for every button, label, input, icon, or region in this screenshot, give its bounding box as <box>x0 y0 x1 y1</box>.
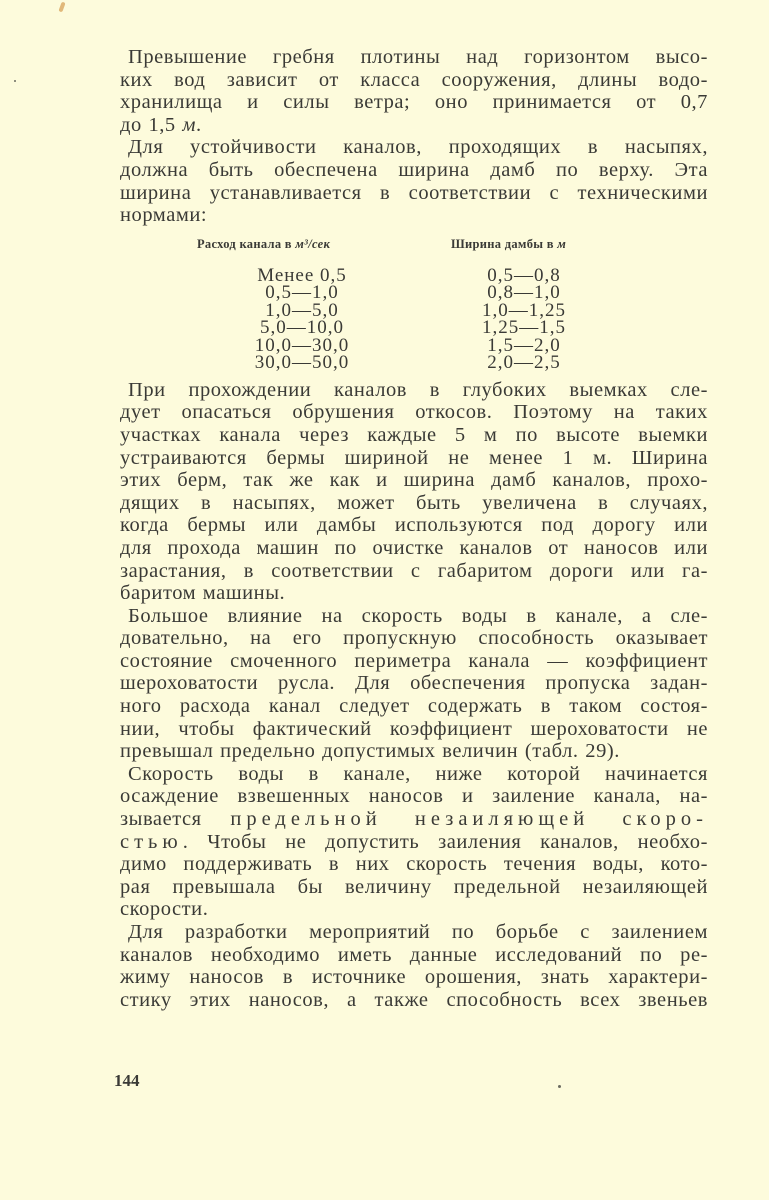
header-text: Ширина дамбы в <box>451 236 558 251</box>
text-line: этих берм, так же как и ширина дамб каналов, прохо- <box>120 469 708 492</box>
text-line: рая превышала бы величину предельной незаиляющей <box>120 875 708 898</box>
column-header-width <box>451 237 566 252</box>
paragraph-berms <box>112 379 708 605</box>
text-line: дящих в насыпях, может быть увеличена в случаях, <box>120 491 708 514</box>
text-line: дует опасаться обрушения откосов. Поэтому на таких <box>120 401 708 424</box>
scan-speck <box>14 80 16 82</box>
text-line: осаждение взвешенных наносов и заиление канала, на- <box>120 785 708 808</box>
paragraph-non-silting-velocity <box>112 763 708 921</box>
table-cell: 0,8—1,0 <box>487 282 561 304</box>
text-line: Для устойчивости каналов, проходящих в насыпях, <box>128 136 708 159</box>
header-unit: м³/сек <box>295 236 331 251</box>
text-line: нии, чтобы фактический коэффициент шероховатости не <box>120 717 708 740</box>
table-cell: 1,0—1,25 <box>482 299 566 321</box>
text-line: каналов необходимо иметь данные исследований по ре- <box>120 943 708 966</box>
column-discharge <box>237 264 367 374</box>
text-line: ких вод зависит от класса сооружения, длины водо- <box>120 68 708 91</box>
table-cell: 1,0—5,0 <box>265 299 339 321</box>
text-line: хранилища и силы ветра; оно принимается от 0,7 <box>120 91 708 114</box>
page-number: 144 <box>114 1071 140 1090</box>
text-line: до 1,5 м. <box>120 113 202 136</box>
table-cell: 0,5—0,8 <box>487 264 561 286</box>
paragraph-dam-width <box>112 136 708 226</box>
text-line: баритом машины. <box>120 582 286 605</box>
table-cell: 5,0—10,0 <box>260 317 344 339</box>
column-header-discharge <box>197 237 330 252</box>
header-text: Расход канала в <box>197 236 296 251</box>
text-fragment: . Чтобы не допустить заиления каналов, необхо- <box>182 830 708 853</box>
text-line: Скорость воды в канале, ниже которой начинается <box>128 762 708 785</box>
page-body <box>112 46 708 1011</box>
text-line: участках канала через каждые 5 м по высоте выемки <box>120 423 708 446</box>
text-line: состояние смоченного периметра канала — коэффициент <box>120 649 708 672</box>
text-line: жиму наносов в источнике орошения, знать характери- <box>120 966 708 989</box>
text-line: ширина устанавливается в соответствии с техническими <box>120 181 708 204</box>
text-line: довательно, на его пропускную способность оказывает <box>120 627 708 650</box>
emphasized-term: стью <box>120 830 183 853</box>
column-width <box>469 264 579 374</box>
text-line <box>112 808 708 831</box>
text-line: димо поддерживать в них скорость течения воды, кото- <box>120 853 708 876</box>
text-line: когда бермы или дамбы используются под дорогу или <box>120 514 708 537</box>
header-unit: м <box>557 236 567 251</box>
text-line: Для разработки мероприятий по борьбе с заилением <box>128 921 708 943</box>
text-line <box>112 831 708 854</box>
text-line: должна быть обеспечена ширина дамб по верху. Эта <box>120 158 708 181</box>
table-cell: 10,0—30,0 <box>254 334 350 356</box>
paragraph-silting-measures <box>112 921 708 1011</box>
text-line: скорости. <box>120 898 209 921</box>
text-line: устраиваются бермы шириной не менее 1 м. Ширина <box>120 446 708 469</box>
text-line: ного расхода канал следует содержать в таком состоя- <box>120 695 708 718</box>
table-cell: 1,25—1,5 <box>482 317 566 339</box>
text-line: для прохода машин по очистке каналов от наносов или <box>120 536 708 559</box>
text-line: При прохождении каналов в глубоких выемках сле- <box>128 378 708 401</box>
text-line: стику этих наносов, а также способность всех звеньев <box>120 988 708 1011</box>
table-cell: 1,5—2,0 <box>487 334 561 356</box>
table-cell: 2,0—2,5 <box>487 352 561 374</box>
paragraph-roughness <box>112 605 708 763</box>
text-line: превышал предельно допустимых величин (табл. 29). <box>120 740 620 763</box>
dam-width-norms-table <box>197 237 597 377</box>
text-line: Превышение гребня плотины над горизонтом высо- <box>128 46 708 68</box>
table-cell: Менее 0,5 <box>257 264 347 286</box>
text-line: нормами: <box>120 204 208 227</box>
scan-speck <box>558 1085 561 1088</box>
unit-m: м <box>182 113 197 136</box>
text-line: Большое влияние на скорость воды в канале, а сле- <box>128 604 708 627</box>
scan-stain <box>58 2 65 13</box>
table-cell: 30,0—50,0 <box>254 352 350 374</box>
emphasized-term: предельной незаиляющей скоро- <box>230 808 708 831</box>
text-line: зарастания, в соответствии с габаритом дороги или га- <box>120 559 708 582</box>
text-line: шероховатости русла. Для обеспечения пропуска задан- <box>120 672 708 695</box>
paragraph-dam-crest <box>112 46 708 136</box>
table-cell: 0,5—1,0 <box>265 282 339 304</box>
text-fragment: зывается <box>120 808 231 831</box>
